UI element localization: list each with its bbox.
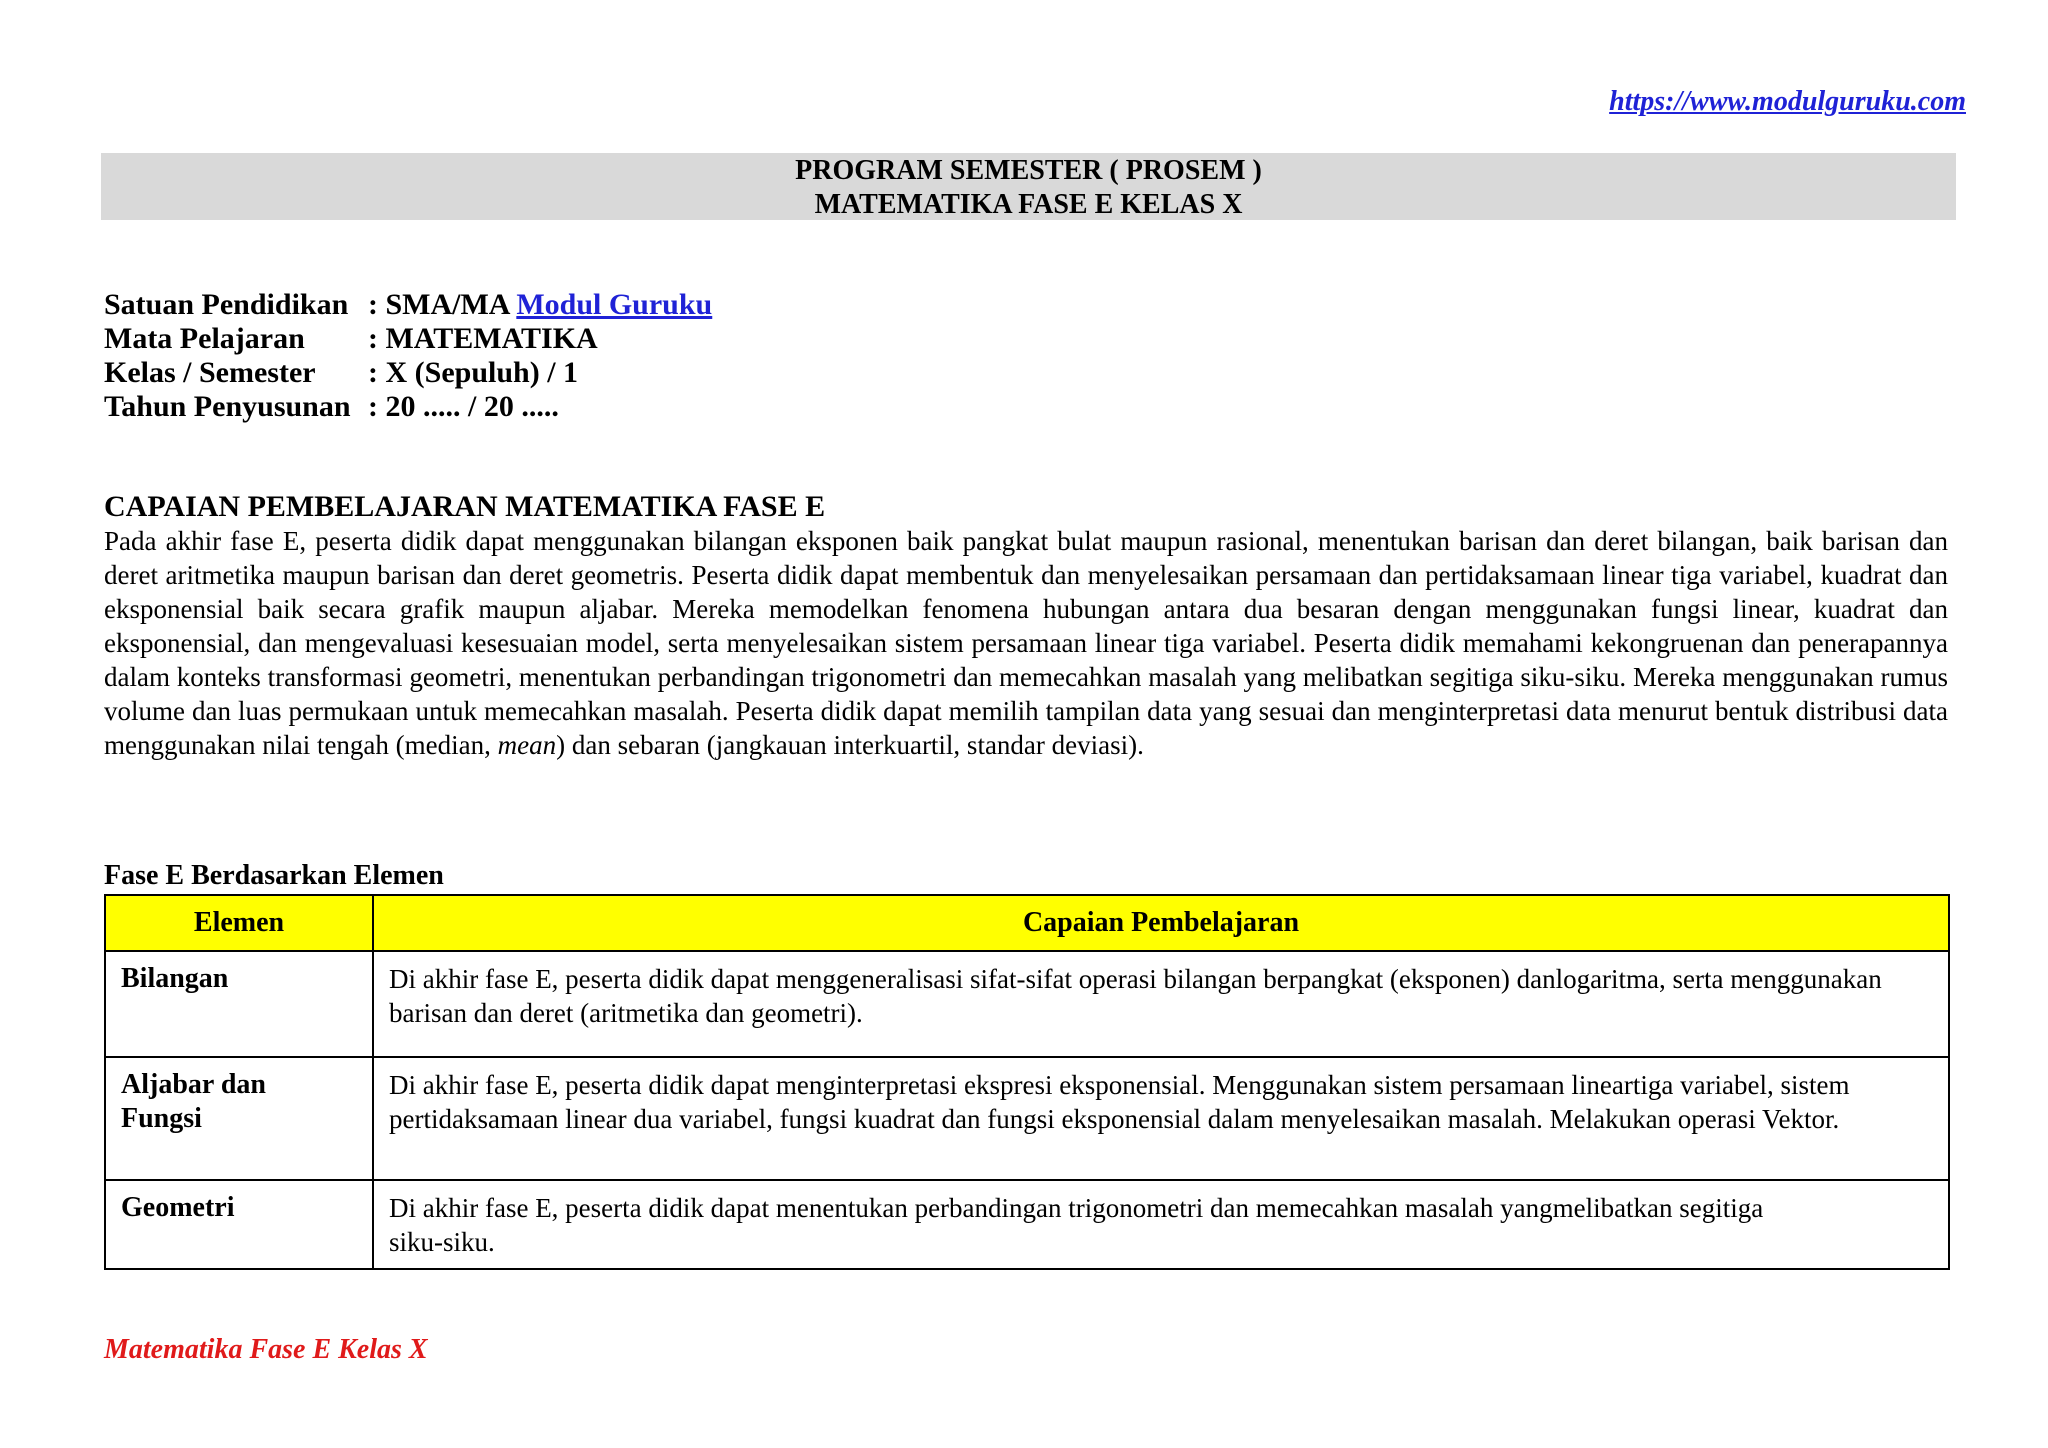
elemen-name: Aljabar dan Fungsi (121, 1069, 266, 1134)
elemen-table (104, 894, 1950, 1270)
elemen-cell: Geometri (105, 1180, 373, 1269)
capaian-text: Di akhir fase E, peserta didik dapat menentukan perbandingan trigonometri dan memecahkan masalah yangmelibatkan segitiga siku-siku. (389, 1193, 1764, 1257)
capaian-cell: Di akhir fase E, peserta didik dapat menginterpretasi ekspresi eksponensial. Menggunakan sistem persamaan lineartiga variabel, sistem pertidaksamaan linear dua variabel, fungsi kuadrat dan fungsi eksponensial dalam menyelesaikan masalah. Melakukan operasi Vektor. (373, 1057, 1949, 1180)
table-row (105, 951, 1949, 1057)
info-label: Kelas / Semester (104, 356, 316, 389)
capaian-heading: CAPAIAN PEMBELAJARAN MATEMATIKA FASE E (104, 490, 826, 523)
website-link[interactable]: https://www.modulguruku.com (1609, 86, 1966, 117)
info-label: Mata Pelajaran (104, 322, 305, 355)
info-value: : SMA/MA (368, 288, 517, 321)
page-subtitle: MATEMATIKA FASE E KELAS X (814, 189, 1243, 220)
table-header-row (105, 895, 1949, 951)
elemen-cell: Bilangan (105, 951, 373, 1057)
identity-block (104, 288, 712, 424)
page-footer: Matematika Fase E Kelas X (104, 1334, 428, 1365)
info-label: Tahun Penyusunan (104, 390, 351, 423)
table-row (105, 1180, 1949, 1269)
title-banner (101, 153, 1956, 220)
page-title: PROGRAM SEMESTER ( PROSEM ) (795, 155, 1262, 186)
capaian-text: Pada akhir fase E, peserta didik dapat menggunakan bilangan eksponen baik pangkat bulat maupun rasional, menentukan barisan dan deret bilangan, baik barisan dan deret aritmetika maupun barisan dan deret geometris. Peserta didik dapat membentuk dan menyelesaikan persamaan dan pertidaksamaan linear tiga variabel, kuadrat dan eksponensial baik secara grafik maupun aljabar. Mereka memodelkan fenomena hubungan antara dua besaran dengan menggunakan fungsi linear, kuadrat dan eksponensial, dan mengevaluasi kesesuaian model, serta menyelesaikan sistem persamaan linear tiga variabel. Peserta didik memahami kekongruenan dan penerapannya dalam konteks transformasi geometri, menentukan perbandingan trigonometri dan memecahkan masalah yang melibatkan segitiga siku-siku. Mereka menggunakan rumus volume dan luas permukaan untuk memecahkan masalah. Peserta didik dapat memilih tampilan data yang sesuai dan menginterpretasi data menurut bentuk distribusi data menggunakan nilai tengah (median, (104, 526, 1948, 760)
info-row-tahun (104, 390, 712, 424)
info-value: : 20 ..... / 20 ..... (368, 390, 559, 423)
elemen-cell (105, 1057, 373, 1180)
modul-guruku-link[interactable]: Modul Guruku (516, 288, 713, 321)
info-value: : X (Sepuluh) / 1 (368, 356, 579, 389)
capaian-cell: Di akhir fase E, peserta didik dapat menggeneralisasi sifat-sifat operasi bilangan berpangkat (eksponen) danlogaritma, serta menggunakan barisan dan deret (aritmetika dan geometri). (373, 951, 1949, 1057)
fase-heading: Fase E Berdasarkan Elemen (104, 860, 444, 891)
capaian-italic-term: mean (497, 730, 557, 760)
column-header-elemen: Elemen (105, 895, 373, 951)
info-value: : MATEMATIKA (368, 322, 598, 355)
capaian-paragraph (104, 524, 1948, 762)
info-row-mapel (104, 322, 712, 356)
capaian-cell (373, 1180, 1949, 1269)
capaian-text-end: ) dan sebaran (jangkauan interkuartil, standar deviasi). (556, 730, 1144, 760)
column-header-capaian: Capaian Pembelajaran (373, 895, 1949, 951)
info-label: Satuan Pendidikan (104, 288, 349, 321)
info-row-satuan (104, 288, 712, 322)
info-row-kelas (104, 356, 712, 390)
table-row (105, 1057, 1949, 1180)
